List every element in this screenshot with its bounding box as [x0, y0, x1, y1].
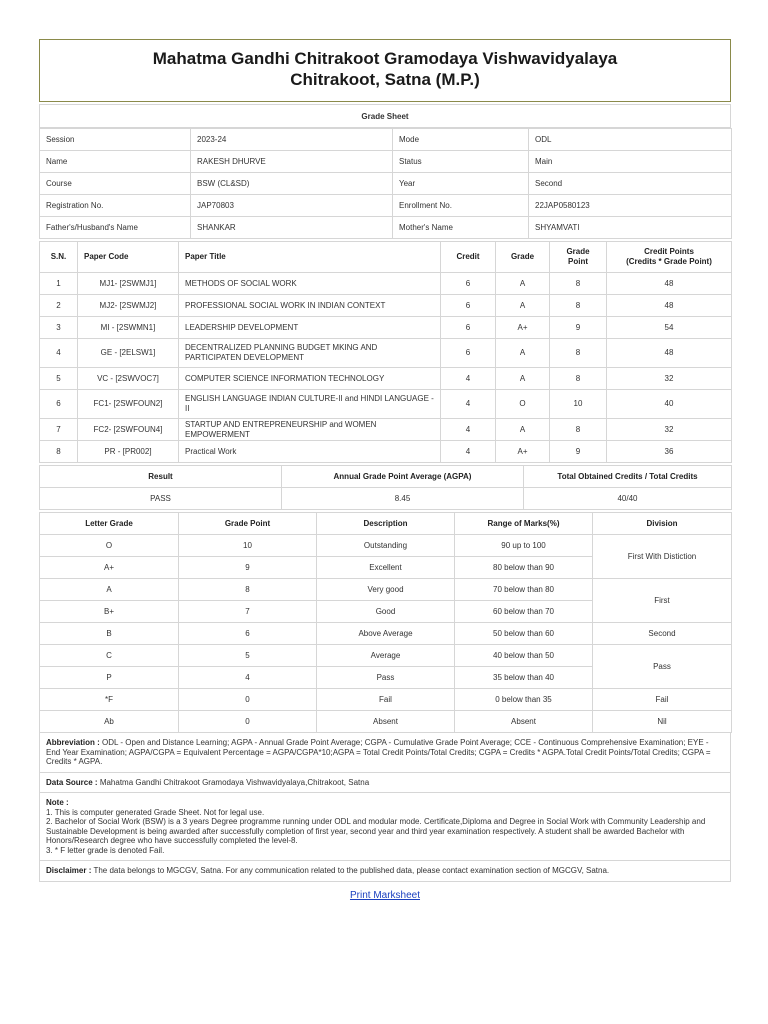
info-label: Course	[40, 173, 191, 195]
paper-code: VC - [2SWVOC7]	[78, 368, 179, 390]
division-pass: Pass	[593, 645, 732, 689]
col-grade: Grade	[496, 242, 550, 273]
paper-grade: A	[496, 295, 550, 317]
paper-credit: 4	[441, 368, 496, 390]
university-header	[39, 39, 731, 102]
scale-row: Ab 0 Absent Absent Nil	[40, 711, 732, 733]
info-label: Name	[40, 151, 191, 173]
mother-name-value: SHYAMVATI	[529, 217, 732, 239]
col-sn: S.N.	[40, 242, 78, 273]
col-paper-title: Paper Title	[179, 242, 441, 273]
university-name: Mahatma Gandhi Chitrakoot Gramodaya Vishwavidyalaya	[152, 49, 618, 68]
info-label: Year	[393, 173, 529, 195]
paper-credit-points: 48	[607, 339, 732, 368]
paper-credit: 6	[441, 273, 496, 295]
info-row	[40, 173, 732, 195]
paper-grade: O	[496, 390, 550, 419]
scale-row: B+ 7 Good 60 below than 70	[40, 601, 732, 623]
grade-sheet-title-table	[39, 104, 731, 128]
student-info-table	[39, 128, 732, 239]
col-range: Range of Marks(%)	[455, 513, 593, 535]
info-row	[40, 195, 732, 217]
agpa-label: Annual Grade Point Average (AGPA)	[282, 466, 524, 488]
paper-credit-points: 36	[607, 441, 732, 463]
father-name-value: SHANKAR	[191, 217, 393, 239]
paper-title: Practical Work	[179, 441, 441, 463]
info-label: Registration No.	[40, 195, 191, 217]
division-first-distinction: First With Distiction	[593, 535, 732, 579]
info-label: Enrollment No.	[393, 195, 529, 217]
col-division: Division	[593, 513, 732, 535]
result-table	[39, 465, 732, 510]
paper-grade: A+	[496, 317, 550, 339]
col-grade-point: Grade Point	[179, 513, 317, 535]
paper-credit-points: 32	[607, 368, 732, 390]
scale-row: A 8 Very good 70 below than 80 First	[40, 579, 732, 601]
scale-row: *F 0 Fail 0 below than 35 Fail	[40, 689, 732, 711]
mode-value: ODL	[529, 129, 732, 151]
division-nil: Nil	[593, 711, 732, 733]
paper-sn: 4	[40, 339, 78, 368]
paper-code: MJ2- [2SWMJ2]	[78, 295, 179, 317]
year-value: Second	[529, 173, 732, 195]
scale-row: O 10 Outstanding 90 up to 100 First With Distiction	[40, 535, 732, 557]
info-row	[40, 217, 732, 239]
paper-code: PR - [PR002]	[78, 441, 179, 463]
credits-value: 40/40	[524, 488, 732, 510]
grade-sheet-document	[39, 39, 731, 903]
paper-grade-point: 8	[550, 368, 607, 390]
paper-title: DECENTRALIZED PLANNING BUDGET MKING AND PARTICIPATEN DEVELOPMENT	[179, 339, 441, 368]
division-first: First	[593, 579, 732, 623]
papers-table	[39, 241, 732, 463]
paper-grade-point: 8	[550, 273, 607, 295]
info-label: Session	[40, 129, 191, 151]
info-row	[40, 129, 732, 151]
paper-credit: 4	[441, 390, 496, 419]
enrollment-value: 22JAP0580123	[529, 195, 732, 217]
info-label: Mode	[393, 129, 529, 151]
col-credit-points: Credit Points (Credits * Grade Point)	[607, 242, 732, 273]
col-grade-point: Grade Point	[550, 242, 607, 273]
paper-grade-point: 8	[550, 295, 607, 317]
data-source-note: Data Source : Mahatma Gandhi Chitrakoot Gramodaya Vishwavidyalaya,Chitrakoot, Satna	[39, 773, 731, 794]
paper-title: METHODS OF SOCIAL WORK	[179, 273, 441, 295]
paper-sn: 2	[40, 295, 78, 317]
status-value: Main	[529, 151, 732, 173]
info-label: Status	[393, 151, 529, 173]
course-value: BSW (CL&SD)	[191, 173, 393, 195]
col-credit: Credit	[441, 242, 496, 273]
abbreviation-note: Abbreviation : ODL - Open and Distance Learning; AGPA - Annual Grade Point Average; CGPA - Cumulative Grade Point Average; CCE - Continuous Comprehensive Examination; EYE - End Year Examination; AGPA/CGPA = Equivalent Percentage = AGPA/CGPA*10;AGPA = Total Credit Points/Total Credits; CGPA = Credits * AGPA.Total Credit Points/Total Credits; CGPA = Credits * AGPA.	[39, 733, 731, 773]
paper-code: FC1- [2SWFOUN2]	[78, 390, 179, 419]
col-paper-code: Paper Code	[78, 242, 179, 273]
paper-title: LEADERSHIP DEVELOPMENT	[179, 317, 441, 339]
paper-row	[40, 390, 732, 419]
paper-title: PROFESSIONAL SOCIAL WORK IN INDIAN CONTEXT	[179, 295, 441, 317]
paper-credit: 4	[441, 419, 496, 441]
paper-credit: 6	[441, 295, 496, 317]
print-container	[39, 885, 731, 903]
paper-title: ENGLISH LANGUAGE INDIAN CULTURE-II and HINDI LANGUAGE -II	[179, 390, 441, 419]
paper-grade: A	[496, 273, 550, 295]
paper-grade-point: 8	[550, 419, 607, 441]
scale-row: C 5 Average 40 below than 50 Pass	[40, 645, 732, 667]
paper-credit-points: 48	[607, 273, 732, 295]
name-value: RAKESH DHURVE	[191, 151, 393, 173]
grade-sheet-title: Grade Sheet	[40, 105, 731, 128]
paper-grade-point: 9	[550, 317, 607, 339]
paper-credit: 6	[441, 317, 496, 339]
info-label: Father's/Husband's Name	[40, 217, 191, 239]
paper-row	[40, 273, 732, 295]
paper-sn: 5	[40, 368, 78, 390]
paper-sn: 8	[40, 441, 78, 463]
division-second: Second	[593, 623, 732, 645]
general-notes: Note : 1. This is computer generated Grade Sheet. Not for legal use. 2. Bachelor of Social Work (BSW) is a 3 years Degree programme running under ODL and modular mode. Certificate,Diploma and Degree in Social Work with Community Leadership and Sustainable Development is being awarded after successfully completion of first year, second year and third year examination respectively. A student shall be awarded Bachelor with Honors/Research degree who have successfully completed the level-8. 3. * F letter grade is denoted Fail.	[39, 793, 731, 861]
paper-code: MI - [2SWMN1]	[78, 317, 179, 339]
paper-credit: 4	[441, 441, 496, 463]
info-label: Mother's Name	[393, 217, 529, 239]
col-description: Description	[317, 513, 455, 535]
paper-grade: A	[496, 419, 550, 441]
paper-grade-point: 8	[550, 339, 607, 368]
paper-code: MJ1- [2SWMJ1]	[78, 273, 179, 295]
paper-grade: A+	[496, 441, 550, 463]
paper-grade-point: 10	[550, 390, 607, 419]
grading-scale-table	[39, 512, 732, 733]
credits-label: Total Obtained Credits / Total Credits	[524, 466, 732, 488]
result-label: Result	[40, 466, 282, 488]
paper-credit-points: 54	[607, 317, 732, 339]
paper-grade: A	[496, 339, 550, 368]
paper-row	[40, 419, 732, 441]
paper-code: GE - [2ELSW1]	[78, 339, 179, 368]
paper-credit: 6	[441, 339, 496, 368]
agpa-value: 8.45	[282, 488, 524, 510]
disclaimer-note: Disclaimer : The data belongs to MGCGV, Satna. For any communication related to the published data, please contact examination section of MGCGV, Satna.	[39, 861, 731, 882]
registration-value: JAP70803	[191, 195, 393, 217]
division-fail: Fail	[593, 689, 732, 711]
paper-row	[40, 368, 732, 390]
scale-row: A+ 9 Excellent 80 below than 90	[40, 557, 732, 579]
papers-header-row	[40, 242, 732, 273]
paper-sn: 1	[40, 273, 78, 295]
col-letter-grade: Letter Grade	[40, 513, 179, 535]
paper-grade: A	[496, 368, 550, 390]
paper-credit-points: 32	[607, 419, 732, 441]
paper-sn: 3	[40, 317, 78, 339]
paper-row	[40, 317, 732, 339]
paper-code: FC2- [2SWFOUN4]	[78, 419, 179, 441]
scale-row: B 6 Above Average 50 below than 60 Second	[40, 623, 732, 645]
session-value: 2023-24	[191, 129, 393, 151]
print-marksheet-link[interactable]: Print Marksheet	[349, 889, 421, 901]
scale-row: P 4 Pass 35 below than 40	[40, 667, 732, 689]
paper-title: STARTUP AND ENTREPRENEURSHIP and WOMEN EMPOWERMENT	[179, 419, 441, 441]
paper-row	[40, 295, 732, 317]
paper-credit-points: 48	[607, 295, 732, 317]
paper-row	[40, 441, 732, 463]
result-value: PASS	[40, 488, 282, 510]
paper-sn: 6	[40, 390, 78, 419]
university-location: Chitrakoot, Satna (M.P.)	[290, 70, 480, 89]
paper-title: COMPUTER SCIENCE INFORMATION TECHNOLOGY	[179, 368, 441, 390]
paper-grade-point: 9	[550, 441, 607, 463]
paper-sn: 7	[40, 419, 78, 441]
paper-row	[40, 339, 732, 368]
paper-credit-points: 40	[607, 390, 732, 419]
info-row	[40, 151, 732, 173]
